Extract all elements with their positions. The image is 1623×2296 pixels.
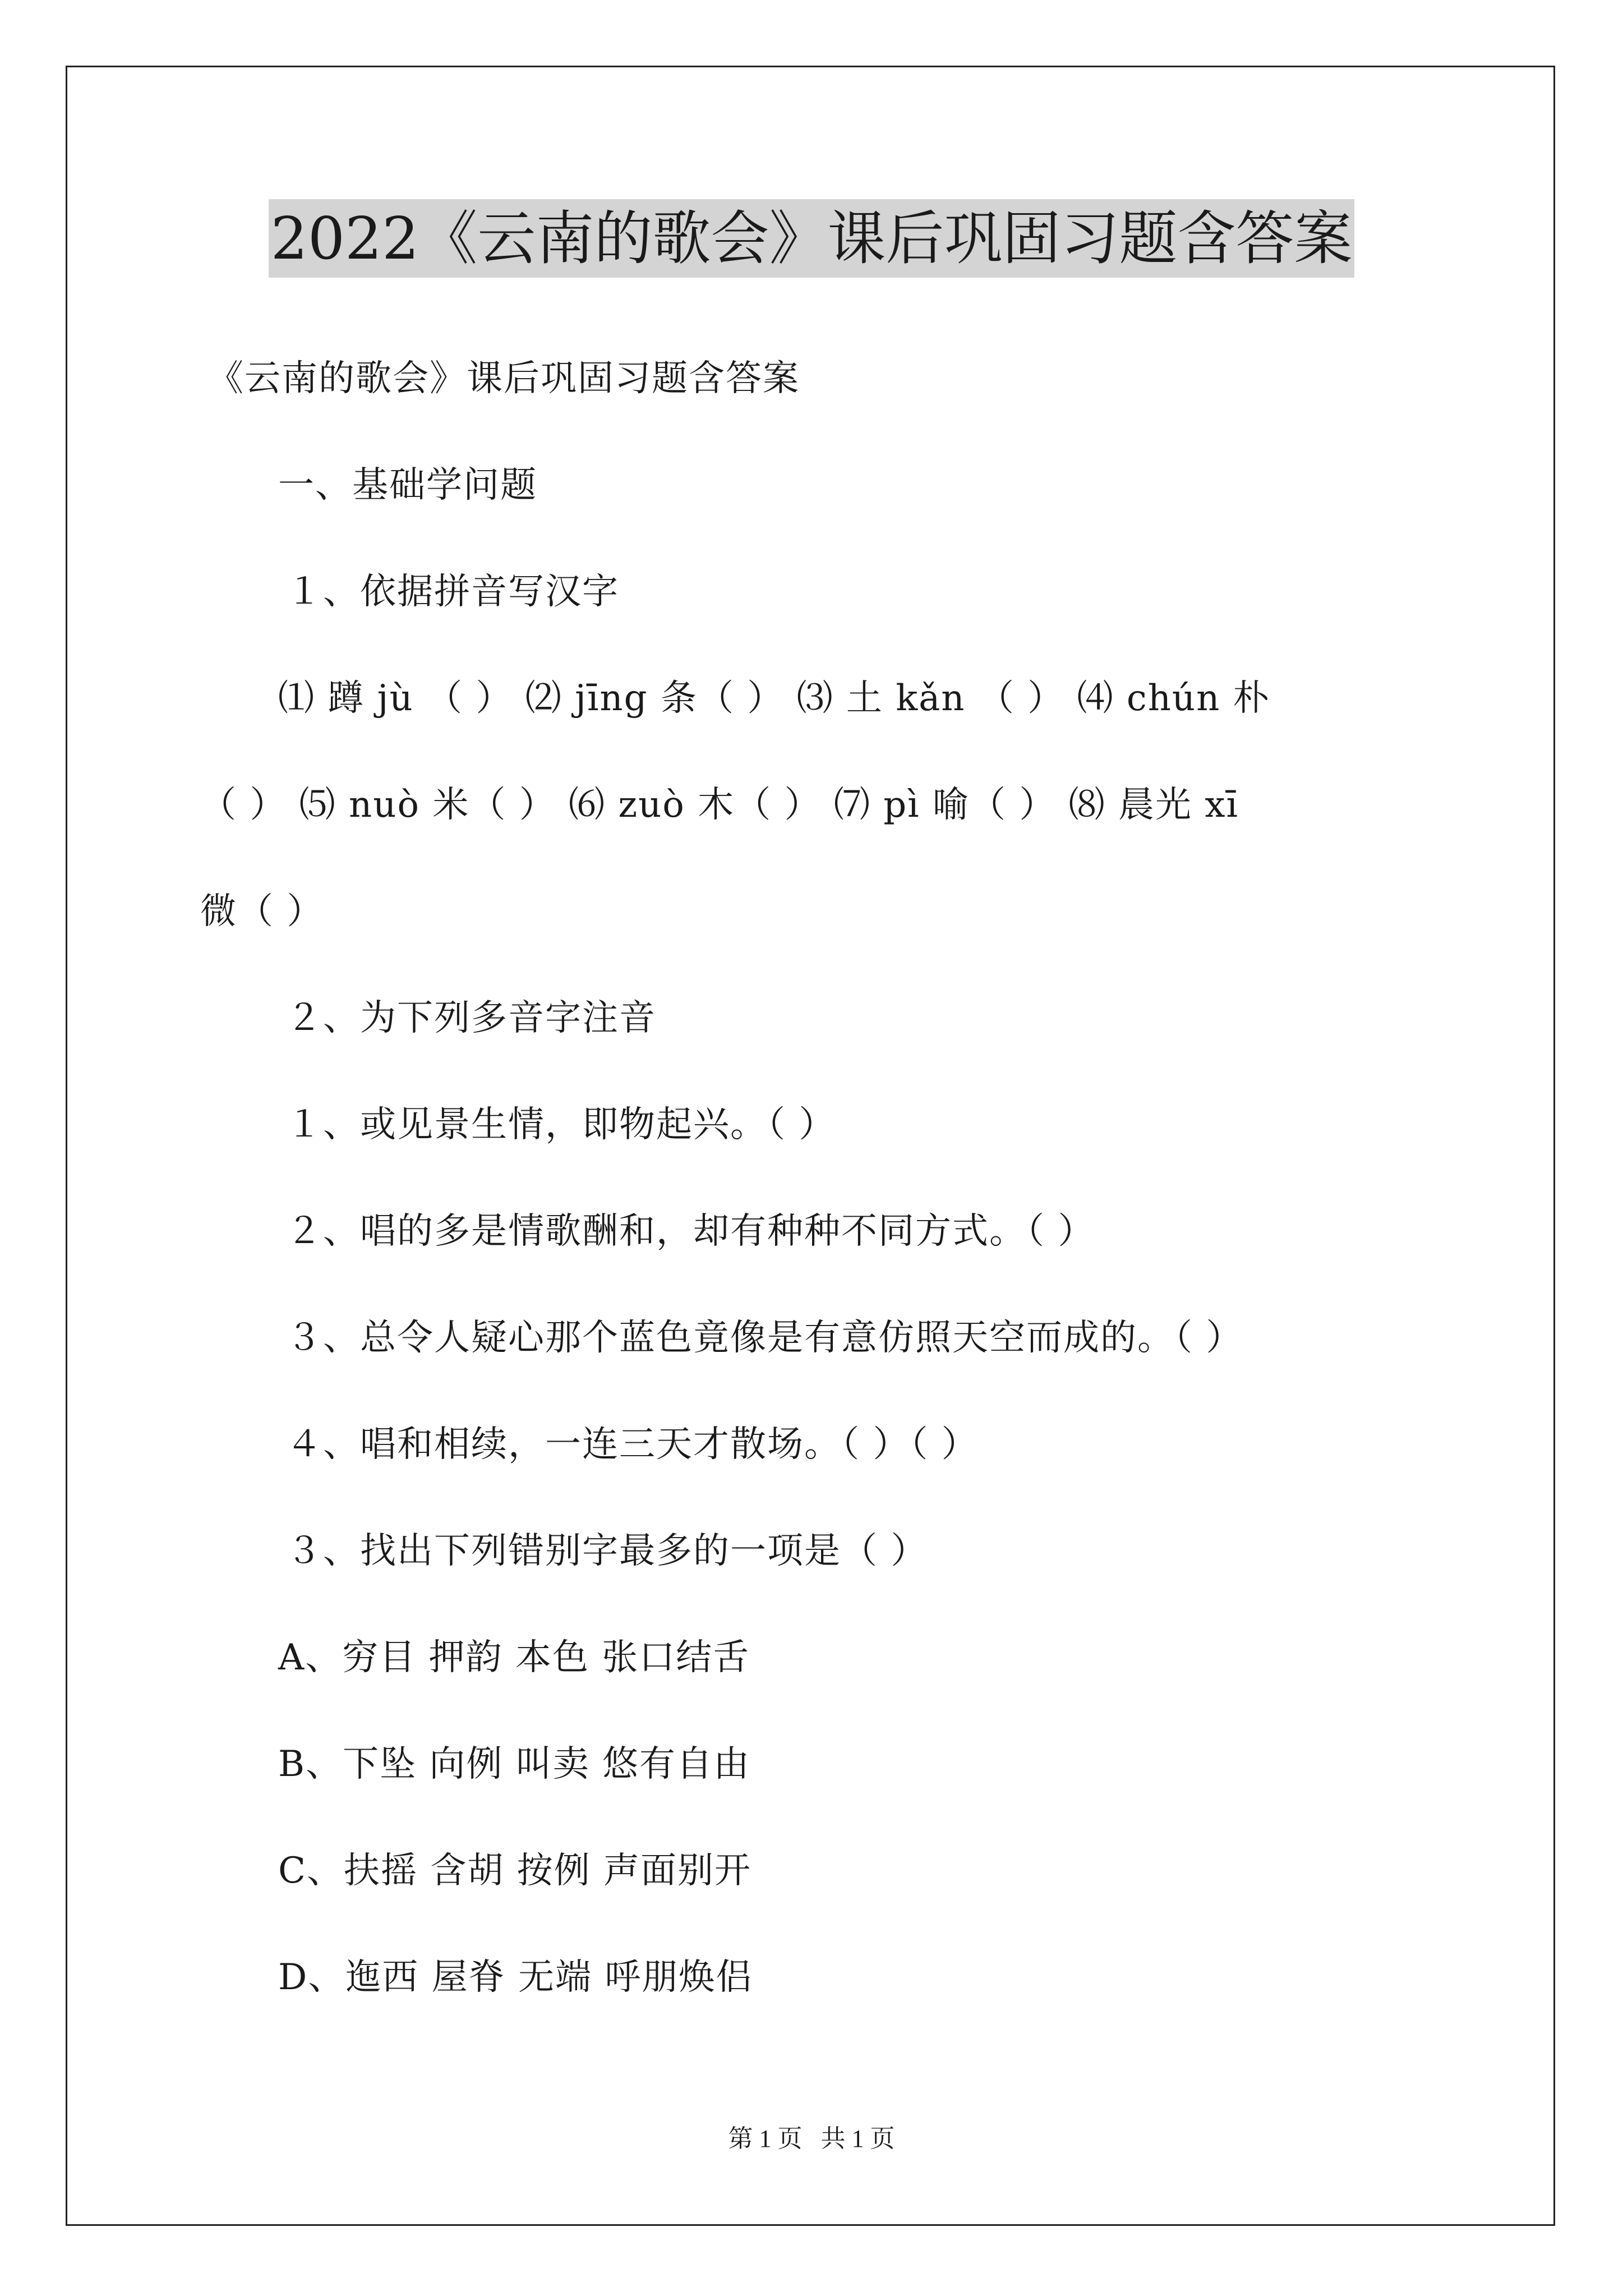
document-title-text: 2022《云南的歌会》课后巩固习题含答案 <box>269 199 1355 278</box>
question-3-option-d: D、迤西 屋脊 无端 呼朋焕侣 <box>278 1957 753 1998</box>
question-1-items-line-2: （ ） ⑸ nuò 米（ ） ⑹ zuò 木（ ） ⑺ pì 喻（ ） ⑻ 晨光 xī <box>200 784 1239 826</box>
question-1-items-line-1: ⑴ 蹲 jù （ ） ⑵ jīng 条（ ） ⑶ 土 kǎn （ ） ⑷ chún 朴 <box>278 678 1270 719</box>
question-2-heading: ２、为下列多音字注音 <box>286 997 656 1039</box>
question-3-option-b: B、下坠 向例 叫卖 悠有自由 <box>278 1743 751 1785</box>
section-heading: 一、基础学问题 <box>278 464 537 506</box>
subtitle-line: 《云南的歌会》课后巩固习题含答案 <box>208 358 800 399</box>
document-title <box>0 199 1623 278</box>
question-3-heading: ３、找出下列错别字最多的一项是（ ） <box>286 1530 928 1572</box>
question-2-item-4: ４、唱和相续，一连三天才散场。（ ）（ ） <box>286 1424 979 1465</box>
page-footer: 第 1 页 共 1 页 <box>728 2125 895 2152</box>
question-2-item-1: １、或见景生情，即物起兴。（ ） <box>286 1104 836 1145</box>
question-1-heading: １、依据拼音写汉字 <box>286 571 619 613</box>
question-2-item-3: ３、总令人疑心那个蓝色竟像是有意仿照天空而成的。（ ） <box>286 1317 1243 1359</box>
question-3-option-c: C、扶摇 含胡 按例 声面别开 <box>278 1850 751 1892</box>
question-2-item-2: ２、唱的多是情歌酬和，却有种种不同方式。（ ） <box>286 1211 1095 1252</box>
question-1-items-line-3: 微（ ） <box>200 891 324 932</box>
question-3-option-a: A、穷目 押韵 本色 张口结舌 <box>278 1637 750 1678</box>
